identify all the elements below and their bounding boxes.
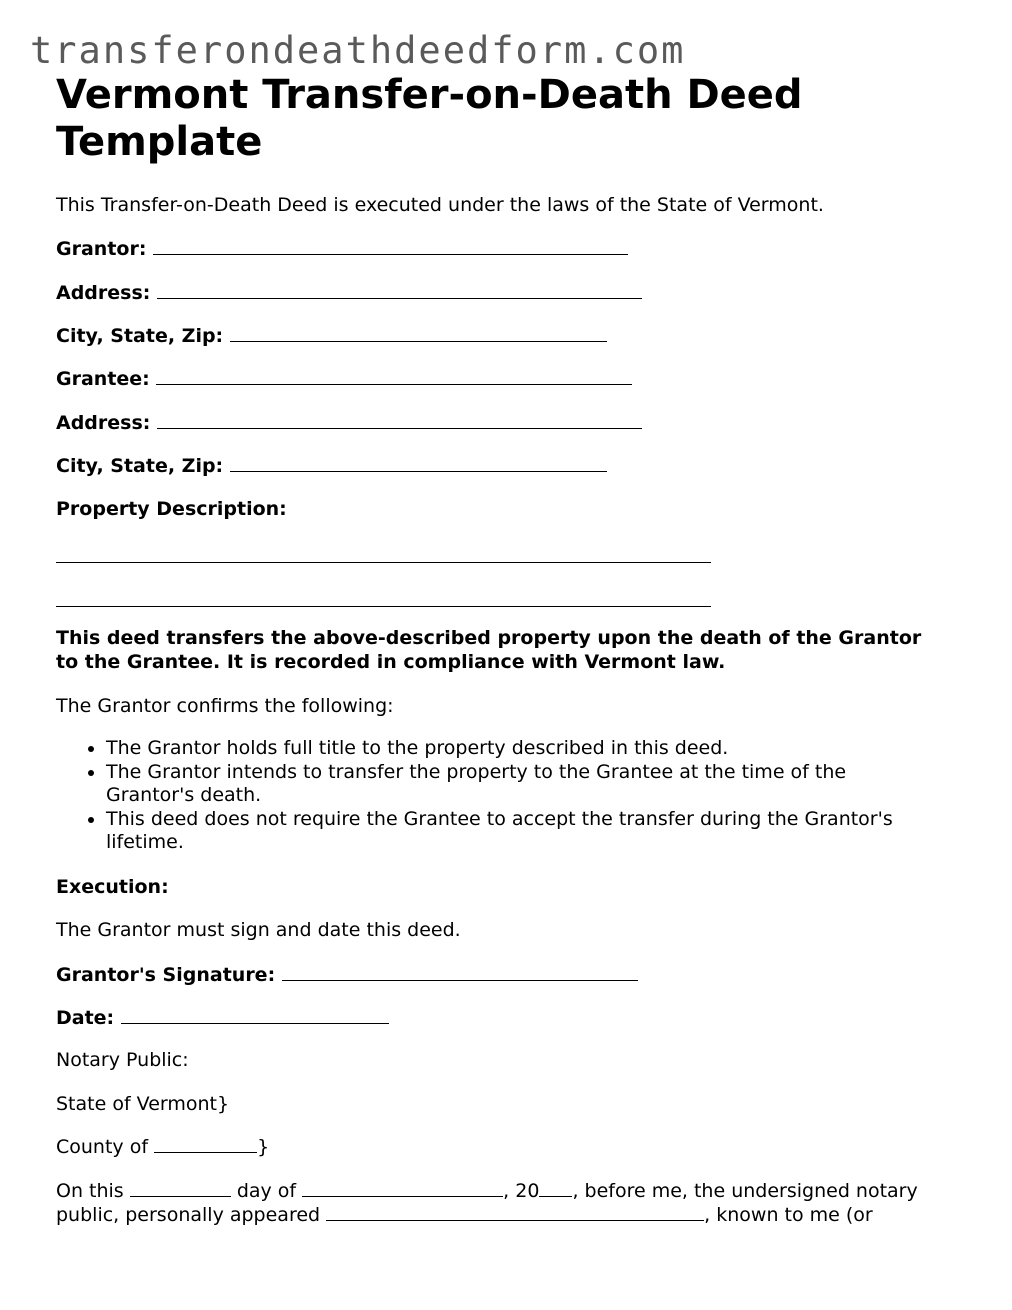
date-label: Date: xyxy=(56,1007,115,1029)
address-label-2: Address: xyxy=(56,412,151,434)
city-row-1 xyxy=(56,323,607,348)
confirms-text: The Grantor confirms the following: xyxy=(56,695,394,717)
grantee-blank[interactable] xyxy=(156,366,632,385)
city-label-2: City, State, Zip: xyxy=(56,455,224,477)
ack-line2-prefix: public, personally appeared xyxy=(56,1204,321,1226)
list-item: • The Grantor intends to transfer the property to the Grantee at the time of the Grantor's death. xyxy=(106,761,936,808)
page-title: Vermont Transfer-on-Death Deed Template xyxy=(56,72,803,165)
ack-day-of: day of xyxy=(236,1180,297,1202)
property-description-line-1[interactable] xyxy=(56,562,711,563)
address-row-1 xyxy=(56,280,642,305)
grantee-row xyxy=(56,366,632,391)
confirmation-list xyxy=(56,737,936,855)
address-row-2 xyxy=(56,410,642,435)
ack-year-prefix: , 20 xyxy=(503,1180,540,1202)
list-item: • This deed does not require the Grantee to accept the transfer during the Grantor's lifetime. xyxy=(106,808,936,855)
ack-before-me: , before me, the undersigned notary xyxy=(572,1180,918,1202)
transfer-statement: This deed transfers the above-described property upon the death of the Grantor to the Grantee. It is recorded in compliance with Vermont law. xyxy=(56,627,922,673)
list-item: • The Grantor holds full title to the property described in this deed. xyxy=(106,737,936,761)
property-description-line-2[interactable] xyxy=(56,606,711,607)
grantor-row xyxy=(56,236,628,261)
date-blank[interactable] xyxy=(121,1005,389,1024)
date-row xyxy=(56,1005,389,1030)
ack-year-blank[interactable] xyxy=(539,1180,572,1197)
county-row xyxy=(56,1135,269,1159)
city-label-1: City, State, Zip: xyxy=(56,325,224,347)
address-blank-1[interactable] xyxy=(157,280,642,299)
city-blank-2[interactable] xyxy=(230,453,607,472)
ack-day-blank[interactable] xyxy=(130,1180,231,1197)
ack-line2-suffix: , known to me (or xyxy=(704,1204,873,1226)
notary-public-label: Notary Public: xyxy=(56,1049,189,1071)
ack-month-blank[interactable] xyxy=(302,1180,503,1197)
acknowledgment-line-1 xyxy=(56,1179,918,1203)
county-prefix: County of xyxy=(56,1136,149,1158)
execution-text: The Grantor must sign and date this deed. xyxy=(56,919,461,941)
grantor-blank[interactable] xyxy=(153,236,628,255)
intro-text: This Transfer-on-Death Deed is executed under the laws of the State of Vermont. xyxy=(56,194,824,216)
ack-on-this: On this xyxy=(56,1180,124,1202)
signature-blank[interactable] xyxy=(282,962,638,981)
signature-row xyxy=(56,962,638,987)
address-blank-2[interactable] xyxy=(157,410,642,429)
acknowledgment-line-2 xyxy=(56,1203,873,1227)
property-description-label: Property Description: xyxy=(56,498,287,520)
city-blank-1[interactable] xyxy=(230,323,607,342)
signature-label: Grantor's Signature: xyxy=(56,964,276,986)
address-label-1: Address: xyxy=(56,282,151,304)
county-blank[interactable] xyxy=(154,1136,257,1153)
execution-heading: Execution: xyxy=(56,876,169,898)
grantee-label: Grantee: xyxy=(56,368,150,390)
grantor-label: Grantor: xyxy=(56,238,147,260)
city-row-2 xyxy=(56,453,607,478)
state-line: State of Vermont} xyxy=(56,1093,230,1115)
county-suffix: } xyxy=(257,1136,270,1158)
watermark-text: transferondeathdeedform.com xyxy=(30,29,686,72)
ack-name-blank[interactable] xyxy=(326,1204,704,1221)
